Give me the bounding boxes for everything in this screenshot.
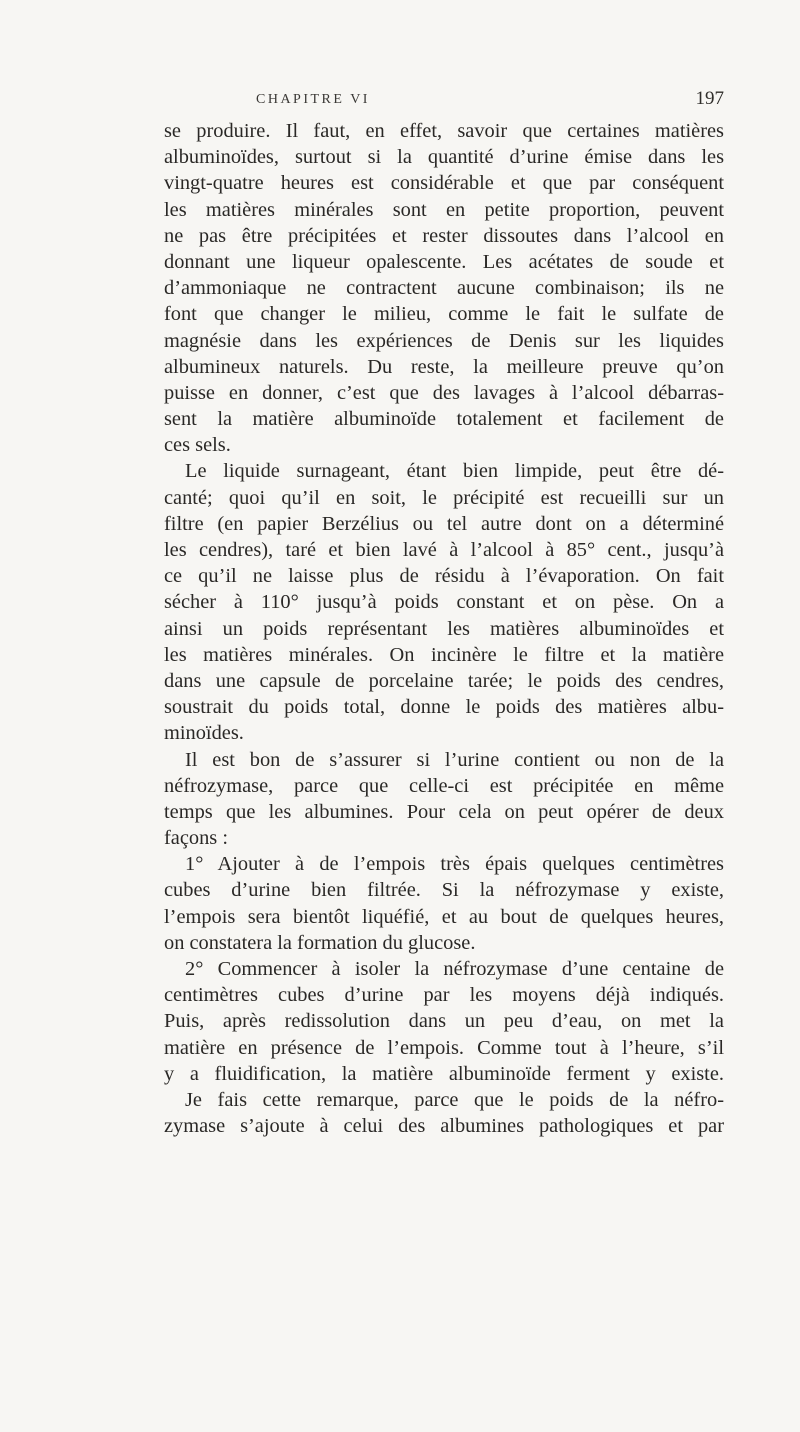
text-line: vingt-quatre heures est considérable et que par conséquent: [164, 172, 724, 195]
text-line: donnant une liqueur opalescente. Les acétates de soude et: [164, 250, 724, 273]
text-line: magnésie dans les expériences de Denis sur les liquides: [164, 329, 724, 352]
text-line: soustrait du poids total, donne le poids des matières albu-: [164, 696, 724, 719]
text-line: albumineux naturels. Du reste, la meilleure preuve qu’on: [164, 355, 724, 378]
text-line: albuminoïdes, surtout si la quantité d’urine émise dans les: [164, 146, 724, 169]
paragraph-start-line: Je fais cette remarque, parce que le poids de la néfro-: [185, 1088, 724, 1111]
text-line: canté; quoi qu’il en soit, le précipité est recueilli sur un: [164, 486, 724, 509]
text-line: se produire. Il faut, en effet, savoir que certaines matières: [164, 120, 724, 142]
text-line: temps que les albumines. Pour cela on peut opérer de deux: [164, 800, 724, 823]
text-line: matière en présence de l’empois. Comme tout à l’heure, s’il: [164, 1036, 724, 1059]
text-line: cubes d’urine bien filtrée. Si la néfrozymase y existe,: [164, 879, 724, 902]
text-line: centimètres cubes d’urine par les moyens déjà indiqués.: [164, 984, 724, 1007]
text-line: font que changer le milieu, comme le fait le sulfate de: [164, 303, 724, 326]
text-line: zymase s’ajoute à celui des albumines pathologiques et par: [164, 1115, 724, 1138]
text-line: ce qu’il ne laisse plus de résidu à l’évaporation. On fait: [164, 565, 724, 588]
text-line: ainsi un poids représentant les matières albuminoïdes et: [164, 617, 724, 640]
text-line: les cendres), taré et bien lavé à l’alcool à 85° cent., jusqu’à: [164, 539, 724, 561]
paragraph-end-line: minoïdes.: [164, 722, 244, 745]
list-item-line: 1° Ajouter à de l’empois très épais quelques centimètres: [185, 853, 724, 876]
page-header: [164, 88, 724, 116]
paragraph-end-line: façons :: [164, 827, 228, 850]
text-line: dans une capsule de porcelaine tarée; le poids des cendres,: [164, 669, 724, 692]
body-text: [164, 118, 724, 1139]
text-line: ne pas être précipitées et rester dissoutes dans l’alcool en: [164, 224, 724, 247]
paragraph-end-line: on constatera la formation du glucose.: [164, 931, 476, 954]
text-line: d’ammoniaque ne contractent aucune combinaison; ils ne: [164, 277, 724, 300]
running-head: CHAPITRE VI: [256, 92, 370, 107]
paragraph-end-line: ces sels.: [164, 434, 231, 457]
text-line: puisse en donner, c’est que des lavages à l’alcool débarras-: [164, 381, 724, 404]
paragraph-start-line: Le liquide surnageant, étant bien limpide, peut être dé-: [185, 460, 724, 483]
text-line: néfrozymase, parce que celle-ci est précipitée en même: [164, 774, 724, 797]
text-line: filtre (en papier Berzélius ou tel autre dont on a déterminé: [164, 512, 724, 535]
text-line: l’empois sera bientôt liquéfié, et au bout de quelques heures,: [164, 905, 724, 928]
page-number: 197: [695, 88, 724, 109]
text-line: sent la matière albuminoïde totalement et facilement de: [164, 408, 724, 431]
text-line: les matières minérales sont en petite proportion, peuvent: [164, 198, 724, 221]
text-line: les matières minérales. On incinère le filtre et la matière: [164, 643, 724, 666]
paragraph-start-line: Il est bon de s’assurer si l’urine contient ou non de la: [185, 748, 724, 771]
text-line: y a fluidification, la matière albuminoïde ferment y existe.: [164, 1062, 724, 1085]
list-item-line: 2° Commencer à isoler la néfrozymase d’une centaine de: [185, 958, 724, 980]
text-line: Puis, après redissolution dans un peu d’eau, on met la: [164, 1010, 724, 1033]
text-line: sécher à 110° jusqu’à poids constant et on pèse. On a: [164, 591, 724, 614]
